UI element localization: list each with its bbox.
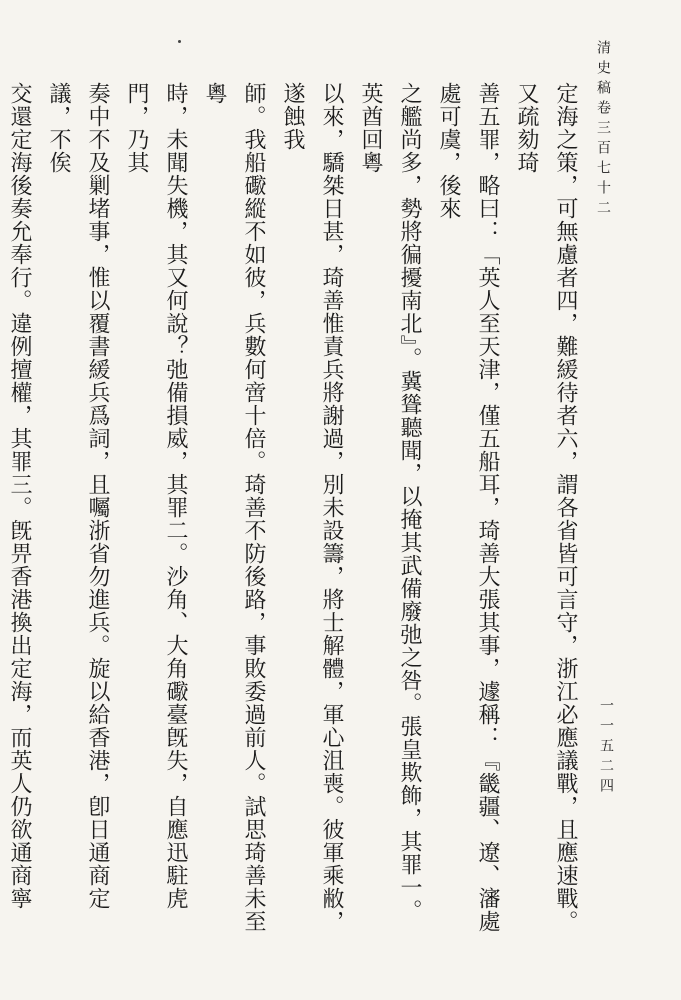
text-column: 善五罪，略曰：「英人至天津，僅五船耳，琦善大張其事，遽稱：『畿疆、遼、瀋處處可虞，後來 [436,82,500,933]
text-column: 師。我船礮縱不如彼，兵數何啻十倍。琦善不防後路，事敗委過前人。試思琦善未至粵 [202,82,266,933]
running-header: 清史稿卷三百七十二 [595,40,611,220]
text-column: 時，未聞失機，其又何說？弛備損威，其罪二。沙角、大角礮臺旣失，自應迅駐虎門，乃其 [124,82,188,910]
text-body [7,82,585,942]
text-column: 定海之策，可無慮者四，難緩待者六，謂各省皆可言守，浙江必應議戰，且應速戰。又疏劾琦 [514,82,578,933]
ink-speck [178,40,181,43]
text-column: 以來，驕桀日甚，琦善惟責兵將謝過，別未設籌，將士解體，軍心沮喪。彼軍乘敝，遂蝕我 [280,82,344,933]
text-column: 奏中不及剿堵事，惟以覆書緩兵爲詞，且囑浙省勿進兵。旋以給香港，卽日通商定議，不俟 [46,82,110,910]
page-number: 一一五二四 [598,698,614,798]
text-column: 之艦尚多，勢將徧擾南北』。冀聳聽聞，以掩其武備廢弛之咎。張皇欺飾，其罪一。英酋回粵 [358,82,422,922]
text-column: 交還定海後奏允奉行。違例擅權，其罪三。旣畀香港換出定海，而英人仍欲通商寧 [7,82,32,910]
